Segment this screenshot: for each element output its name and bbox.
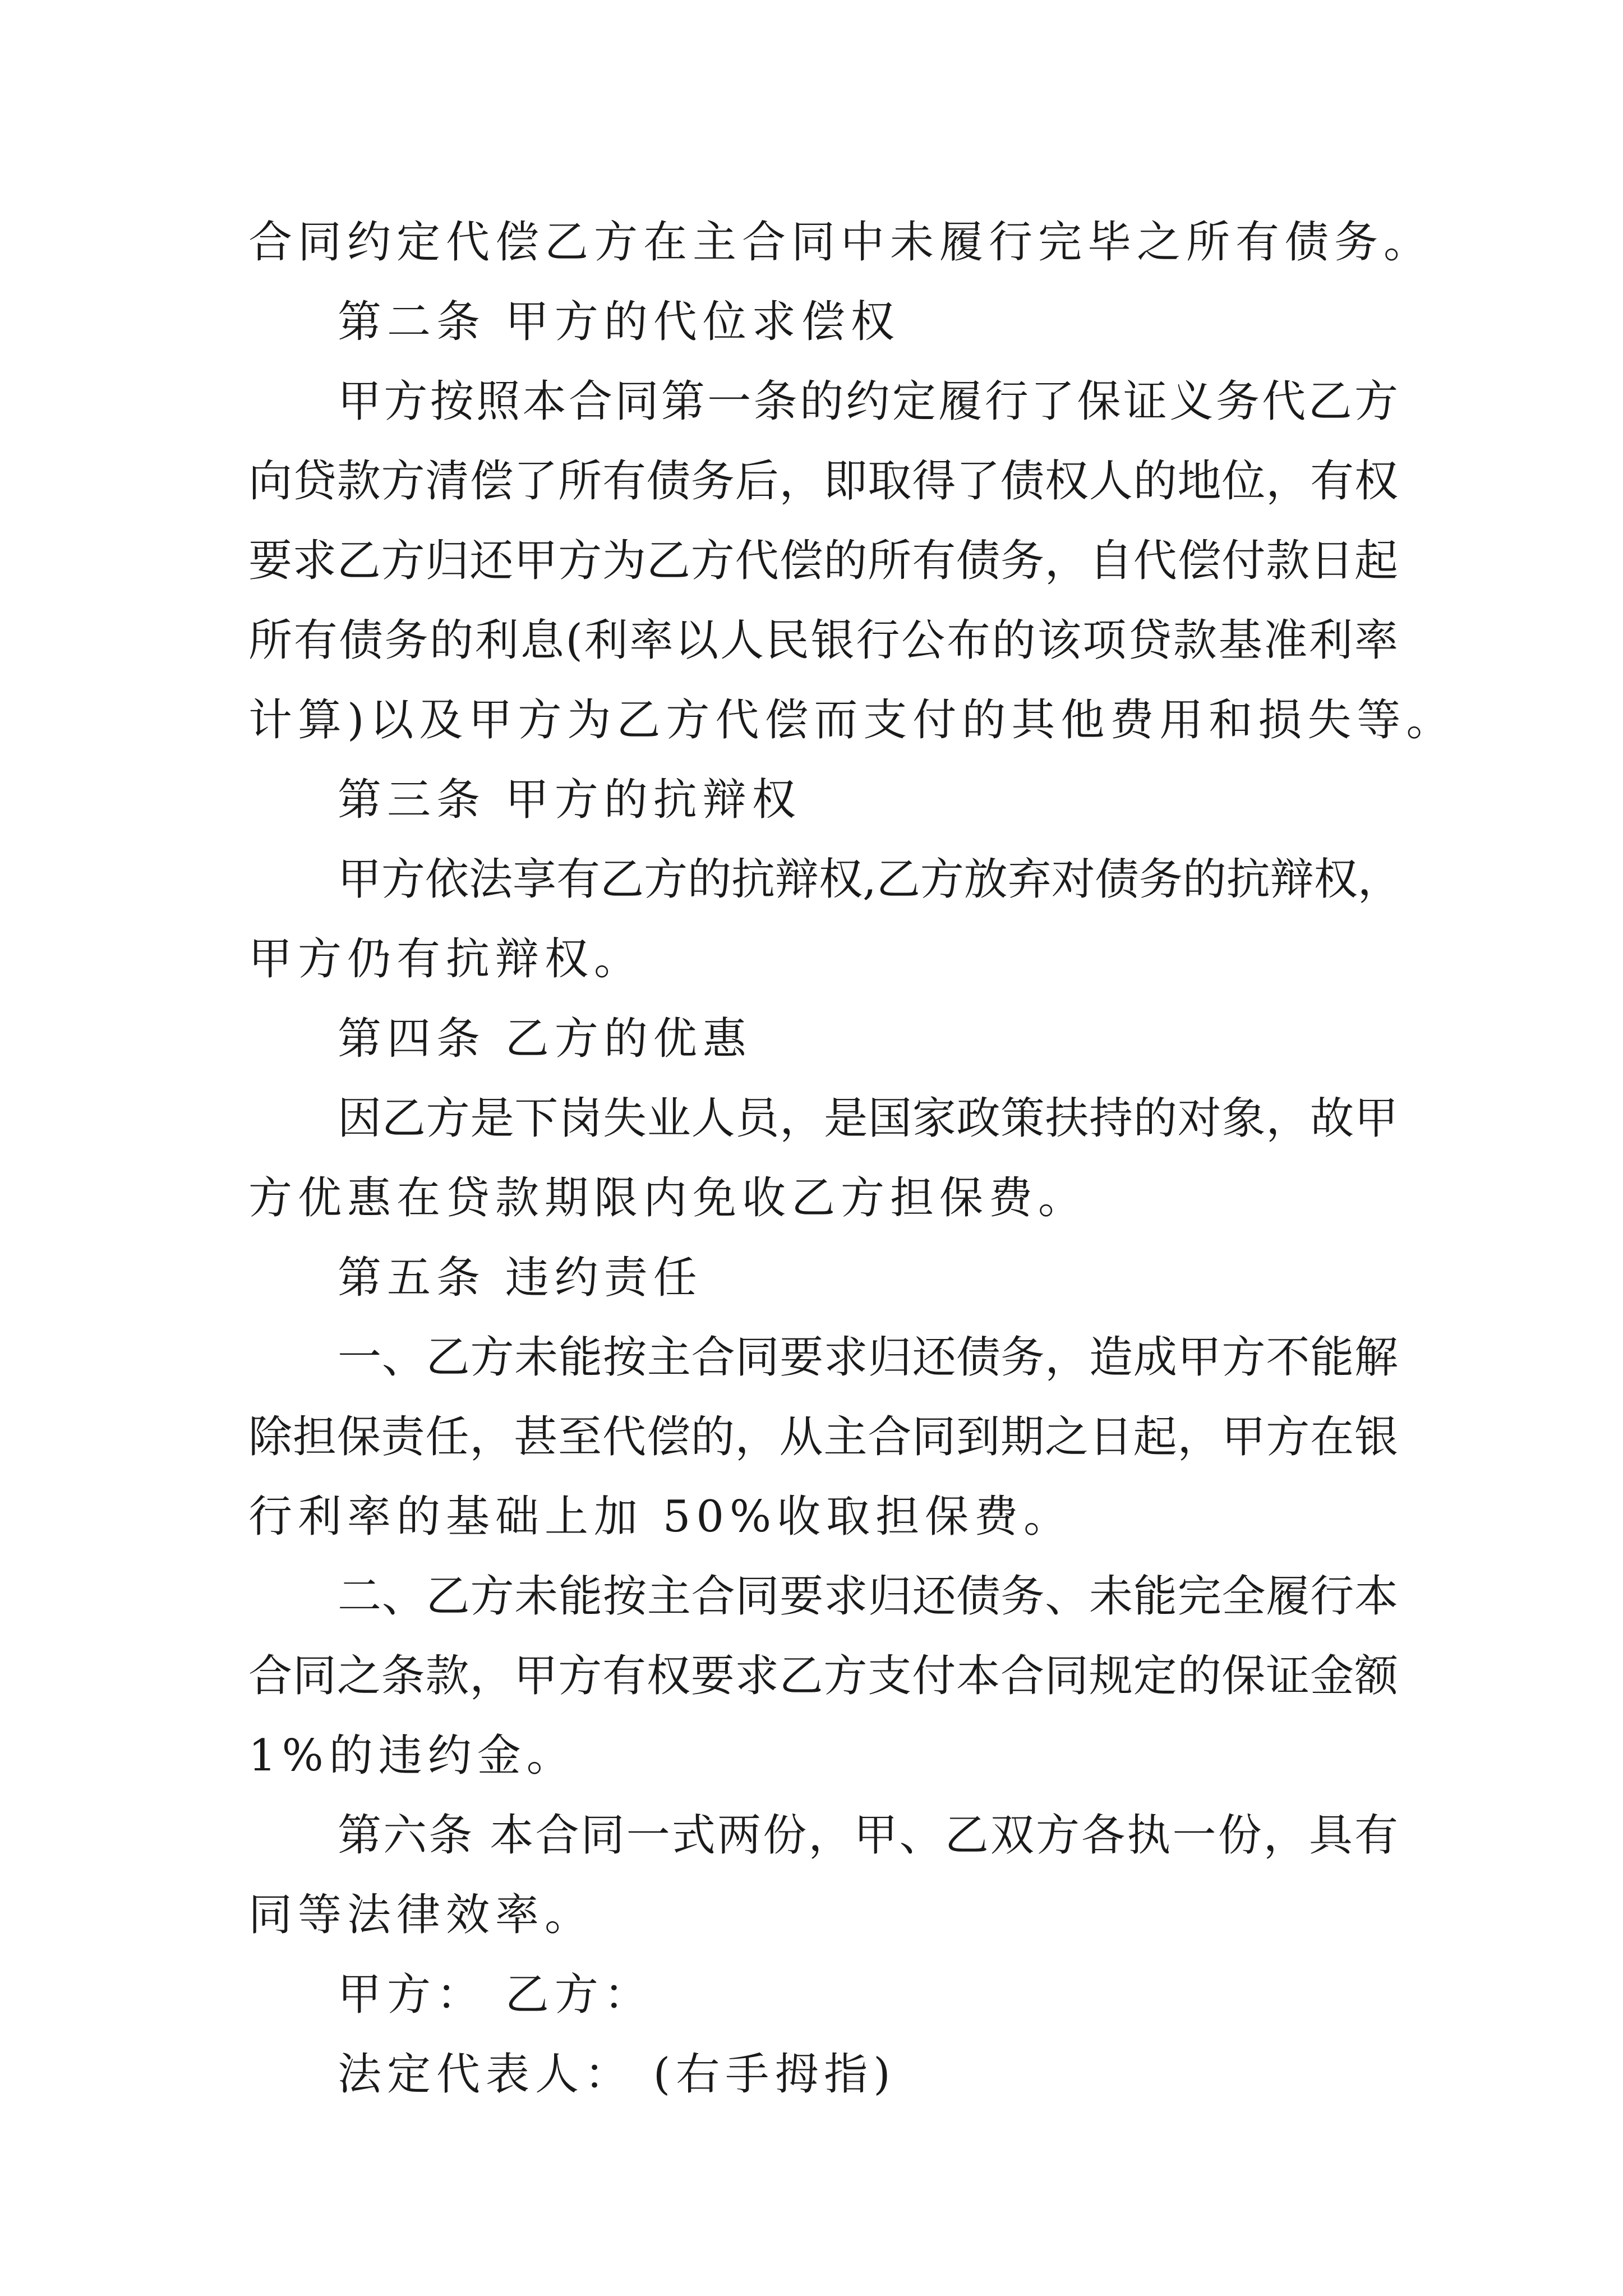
text-line: 因乙方是下岗失业人员，是国家政策扶持的对象，故甲: [338, 1093, 1398, 1144]
text-line: 一、乙方未能按主合同要求归还债务，造成甲方不能解: [338, 1332, 1398, 1383]
text-line: 除担保责任，甚至代偿的，从主合同到期之日起，甲方在银: [248, 1412, 1398, 1462]
text-line: 要求乙方归还甲方为乙方代偿的所有债务，自代偿付款日起: [248, 536, 1398, 586]
article-heading: 第四条 乙方的优惠: [338, 1014, 752, 1064]
text-line: 行利率的基础上加 50%收取担保费。: [248, 1492, 1073, 1542]
text-line: 所有债务的利息(利率以人民银行公布的该项贷款基准利率: [248, 615, 1398, 666]
text-line: 1%的违约金。: [248, 1731, 576, 1781]
legal-representative: 法定代表人： (右手拇指): [338, 2049, 896, 2100]
signature-parties: 甲方： 乙方：: [338, 1970, 653, 2020]
text-line: 合同之条款，甲方有权要求乙方支付本合同规定的保证金额: [248, 1651, 1398, 1701]
article-heading: 第二条 甲方的代位求偿权: [338, 297, 900, 347]
text-line: 同等法律效率。: [248, 1890, 594, 1940]
text-line: 合同约定代偿乙方在主合同中未履行完毕之所有债务。: [248, 217, 1433, 268]
text-line: 向贷款方清偿了所有债务后，即取得了债权人的地位，有权: [248, 456, 1398, 507]
text-line: 方优惠在贷款期限内免收乙方担保费。: [248, 1173, 1088, 1223]
article-heading: 第三条 甲方的抗辩权: [338, 775, 801, 825]
text-line: 甲方依法享有乙方的抗辩权,乙方放弃对债务的抗辩权，: [338, 854, 1401, 905]
text-line: 甲方按照本合同第一条的约定履行了保证义务代乙方: [338, 376, 1398, 427]
article-heading: 第六条 本合同一式两份，甲、乙双方各执一份，具有: [338, 1810, 1398, 1861]
text-line: 计算)以及甲方为乙方代偿而支付的其他费用和损失等。: [248, 695, 1456, 746]
article-heading: 第五条 违约责任: [338, 1253, 703, 1303]
text-line: 二、乙方未能按主合同要求归还债务、未能完全履行本: [338, 1571, 1398, 1622]
text-line: 甲方仍有抗辩权。: [248, 934, 644, 984]
